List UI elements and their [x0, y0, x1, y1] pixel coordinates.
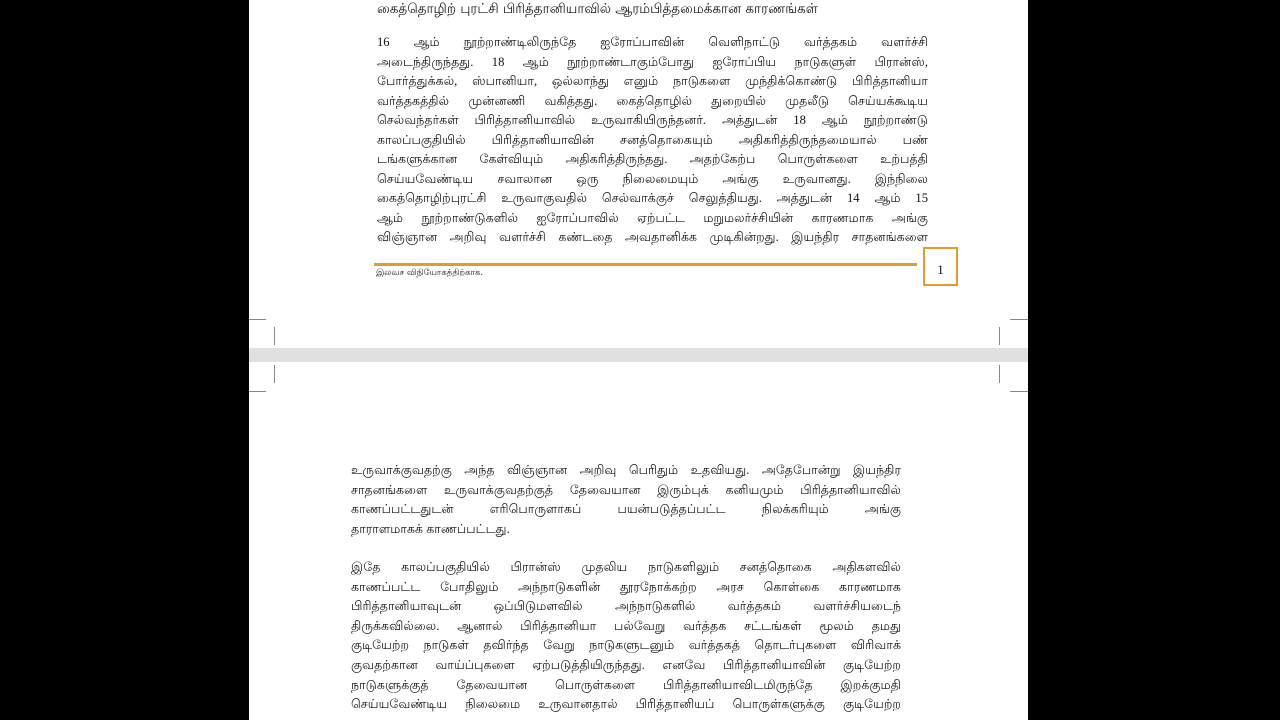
text-line: கைத்தொழிற்புரட்சி உருவாகுவதில் செல்வாக்குச் செலுத்தியது. அத்துடன் 14 ஆம் 15 — [377, 191, 928, 205]
text-line: சாதனங்களை உருவாக்குவதற்குத் தேவையான இரும்புக் கனியமும் பிரித்தானியாவில் — [351, 482, 901, 497]
footer-note: இலவச விநியோகத்திற்காக. — [376, 268, 484, 278]
text-line: நாடுகளுக்குத் தேவையான பொருள்களை பிரித்தானியாவிடமிருந்தே இறக்குமதி — [351, 677, 901, 692]
text-line: திருக்கவில்லை. ஆனால் பிரித்தானியா பல்வேறு வர்த்தக சட்டங்கள் மூலம் தமது — [351, 618, 901, 633]
text-line: 16 ஆம் நூற்றாண்டிலிருந்தே ஐரோப்பாவின் வெளிநாட்டு வர்த்தகம் வளர்ச்சி — [377, 35, 928, 49]
crop-mark — [249, 319, 266, 320]
text-line: காணப்பட்டதுடன் எரிபொருளாகப் பயன்படுத்தப்பட்ட நிலக்கரியும் அங்கு — [351, 502, 901, 517]
crop-mark — [1010, 319, 1028, 320]
page-number: 1 — [923, 247, 958, 286]
crop-mark — [274, 365, 275, 383]
text-line: செய்யவேண்டிய சவாலான ஒரு நிலைமையும் அங்கு உருவானது. இந்நிலை — [377, 171, 928, 186]
text-line: டங்களுக்கான கேள்வியும் அதிகரித்திருந்தது. அதற்கேற்ப பொருள்களை உற்பத்தி — [377, 152, 928, 166]
footer-rule — [374, 263, 917, 266]
text-line: செய்யவேண்டிய நிலைமை உருவானதால் பிரித்தானியப் பொருள்களுக்கு குடியேற்ற — [351, 697, 901, 712]
text-line: ஆம் நூற்றாண்டுகளில் ஐரோப்பாவில் ஏற்பட்ட மறுமலர்ச்சியின் காரணமாக அங்கு — [377, 210, 928, 225]
crop-mark — [1010, 391, 1028, 392]
text-line: குவதற்கான வாய்ப்புகளை ஏற்படுத்தியிருந்தது. எனவே பிரித்தானியாவின் குடியேற்ற — [351, 658, 901, 672]
text-line: வர்த்தகத்தில் முன்னணி வகித்தது. கைத்தொழில் துறையில் முதலீடு செய்யக்கூடிய — [377, 93, 928, 108]
crop-mark — [249, 391, 266, 392]
crop-mark — [274, 327, 275, 345]
text-line: தாராளமாகக் காணப்பட்டது. — [351, 521, 510, 536]
crop-mark — [999, 365, 1000, 383]
text-line: காலப்பகுதியில் பிரித்தானியாவின் சனத்தொகையும் அதிகரித்திருந்தமையால் பண் — [377, 132, 928, 147]
text-line: பிரித்தானியாவுடன் ஒப்பிடுமளவில் அந்நாடுகளில் வர்த்தகம் வளர்ச்சியடைந் — [351, 599, 901, 614]
section-heading: கைத்தொழிற் புரட்சி பிரித்தானியாவில் ஆரம்பித்தமைக்கான காரணங்கள் — [377, 1, 818, 17]
text-line: காணப்பட்ட போதிலும் அந்நாடுகளின் தூரநோக்கற்ற அரச கொள்கை காரணமாக — [351, 579, 901, 594]
page-separator — [249, 348, 1028, 362]
text-line: போர்த்துக்கல், ஸ்பானியா, ஒல்லாந்து எனும் நாடுகளை முந்திக்கொண்டு பிரித்தானியா — [377, 74, 928, 88]
text-line: இதே காலப்பகுதியில் பிரான்ஸ் முதலிய நாடுகளிலும் சனத்தொகை அதிகளவில் — [351, 560, 901, 574]
text-line: குடியேற்ற நாடுகள் தவிர்ந்த வேறு நாடுகளுடனும் வர்த்தகத் தொடர்புகளை விரிவாக் — [351, 638, 901, 653]
text-line: விஞ்ஞான அறிவு வளர்ச்சி கண்டதை அவதானிக்க முடிகின்றது. இயந்திர சாதனங்களை — [377, 230, 928, 244]
crop-mark — [999, 327, 1000, 345]
text-line: அடைந்திருந்தது. 18 ஆம் நூற்றாண்டாகும்போது ஐரோப்பிய நாடுகளுள் பிரான்ஸ், — [377, 54, 928, 69]
text-line: செல்வந்தர்கள் பிரித்தானியாவில் உருவாகியிருந்தனர். அத்துடன் 18 ஆம் நூற்றாண்டு — [377, 113, 928, 127]
text-line: உருவாக்குவதற்கு அந்த விஞ்ஞான அறிவு பெரிதும் உதவியது. அதேபோன்று இயந்திர — [351, 463, 901, 477]
